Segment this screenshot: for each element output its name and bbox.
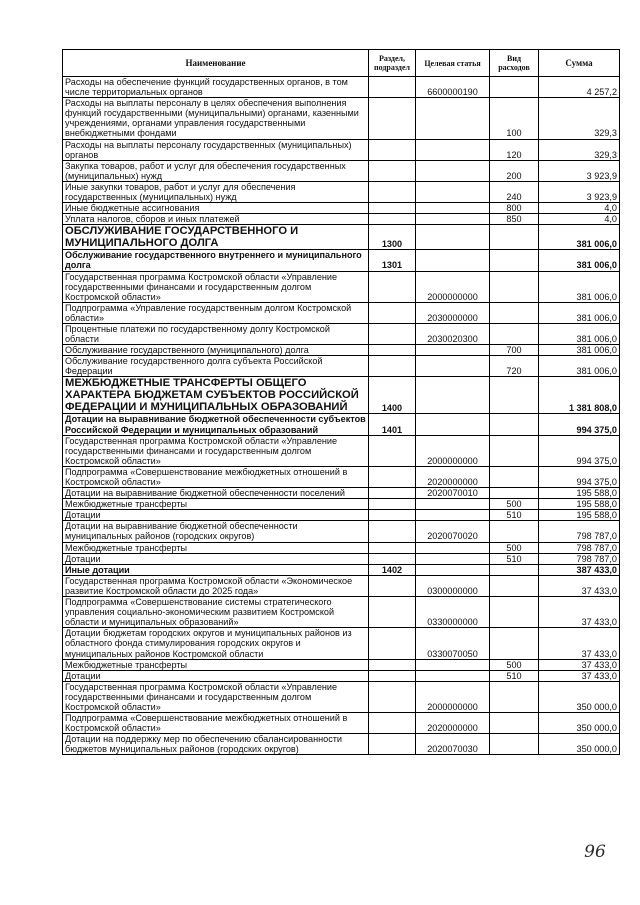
row-type: 120 bbox=[490, 139, 539, 160]
row-target bbox=[416, 356, 490, 377]
header-name: Наименование bbox=[63, 50, 369, 77]
table-row bbox=[63, 734, 620, 755]
row-type bbox=[490, 628, 539, 659]
row-name: Иные закупки товаров, работ и услуг для обеспечения государственных (муниципальных) нужд bbox=[63, 181, 369, 202]
row-section bbox=[369, 435, 416, 466]
row-type bbox=[490, 564, 539, 575]
row-target: 2020000000 bbox=[416, 466, 490, 487]
table-row bbox=[63, 521, 620, 542]
budget-table bbox=[62, 49, 620, 755]
row-sum: 3 923,9 bbox=[539, 160, 620, 181]
row-sum: 195 588,0 bbox=[539, 488, 620, 499]
row-type bbox=[490, 597, 539, 628]
row-name: Подпрограмма «Управление государственным долгом Костромской области» bbox=[63, 302, 369, 323]
row-sum: 381 006,0 bbox=[539, 250, 620, 271]
row-section: 1402 bbox=[369, 564, 416, 575]
row-section bbox=[369, 302, 416, 323]
table-row bbox=[63, 575, 620, 596]
row-sum: 329,3 bbox=[539, 98, 620, 139]
row-type bbox=[490, 414, 539, 435]
table-row bbox=[63, 98, 620, 139]
row-target: 0330070050 bbox=[416, 628, 490, 659]
row-sum: 798 787,0 bbox=[539, 521, 620, 542]
row-target: 2030000000 bbox=[416, 302, 490, 323]
row-target bbox=[416, 542, 490, 553]
row-section bbox=[369, 98, 416, 139]
row-section bbox=[369, 670, 416, 681]
row-target bbox=[416, 160, 490, 181]
row-target: 2020070030 bbox=[416, 734, 490, 755]
table-row bbox=[63, 250, 620, 271]
row-name: Расходы на выплаты персоналу в целях обеспечения выполнения функций государственными (муниципальными) органами, казенными учреждениями, органами управления государственными внебюджетными фондами bbox=[63, 98, 369, 139]
row-target bbox=[416, 203, 490, 214]
row-sum: 37 433,0 bbox=[539, 597, 620, 628]
row-section bbox=[369, 345, 416, 356]
row-type: 720 bbox=[490, 356, 539, 377]
row-sum: 350 000,0 bbox=[539, 681, 620, 712]
row-type: 700 bbox=[490, 345, 539, 356]
row-name: Процентные платежи по государственному долгу Костромской области bbox=[63, 323, 369, 344]
row-type bbox=[490, 77, 539, 98]
table-row bbox=[63, 670, 620, 681]
table-row bbox=[63, 203, 620, 214]
table-row bbox=[63, 77, 620, 98]
row-section bbox=[369, 659, 416, 670]
row-type bbox=[490, 302, 539, 323]
row-sum: 37 433,0 bbox=[539, 575, 620, 596]
row-target bbox=[416, 139, 490, 160]
row-sum: 329,3 bbox=[539, 139, 620, 160]
row-name: Дотации на выравнивание бюджетной обеспеченности субъектов Российской Федерации и муниципальных образований bbox=[63, 414, 369, 435]
table-row bbox=[63, 214, 620, 225]
row-type: 850 bbox=[490, 214, 539, 225]
row-section: 1401 bbox=[369, 414, 416, 435]
row-target bbox=[416, 499, 490, 510]
header-type: Вид расходов bbox=[490, 50, 539, 77]
row-section bbox=[369, 356, 416, 377]
table-row bbox=[63, 564, 620, 575]
table-row bbox=[63, 271, 620, 302]
table-row bbox=[63, 597, 620, 628]
row-section bbox=[369, 734, 416, 755]
row-name: Расходы на обеспечение функций государственных органов, в том числе территориальных органов bbox=[63, 77, 369, 98]
row-sum: 381 006,0 bbox=[539, 302, 620, 323]
row-target bbox=[416, 670, 490, 681]
row-name: Государственная программа Костромской области «Управление государственными финансами и государственным долгом Костромской области» bbox=[63, 681, 369, 712]
row-type bbox=[490, 377, 539, 414]
row-target: 2000000000 bbox=[416, 681, 490, 712]
row-section: 1301 bbox=[369, 250, 416, 271]
row-type: 510 bbox=[490, 510, 539, 521]
row-target: 0330000000 bbox=[416, 597, 490, 628]
row-sum: 381 006,0 bbox=[539, 271, 620, 302]
row-section bbox=[369, 488, 416, 499]
row-name: Межбюджетные трансферты bbox=[63, 542, 369, 553]
row-section bbox=[369, 214, 416, 225]
table-row bbox=[63, 160, 620, 181]
row-sum: 798 787,0 bbox=[539, 542, 620, 553]
row-target: 2020070020 bbox=[416, 521, 490, 542]
row-name: Закупка товаров, работ и услуг для обеспечения государственных (муниципальных) нужд bbox=[63, 160, 369, 181]
header-target: Целевая статья bbox=[416, 50, 490, 77]
table-row bbox=[63, 488, 620, 499]
table-row bbox=[63, 345, 620, 356]
row-section bbox=[369, 575, 416, 596]
row-sum: 4,0 bbox=[539, 214, 620, 225]
row-name: Дотации bbox=[63, 670, 369, 681]
row-target bbox=[416, 214, 490, 225]
row-section bbox=[369, 542, 416, 553]
row-name: Дотации на поддержку мер по обеспечению сбалансированности бюджетов муниципальных районов (городских округов) bbox=[63, 734, 369, 755]
row-name: Дотации на выравнивание бюджетной обеспеченности муниципальных районов (городских округов) bbox=[63, 521, 369, 542]
row-type bbox=[490, 323, 539, 344]
row-name: Межбюджетные трансферты bbox=[63, 659, 369, 670]
table-body bbox=[63, 77, 620, 755]
row-section bbox=[369, 521, 416, 542]
row-type bbox=[490, 734, 539, 755]
row-sum: 37 433,0 bbox=[539, 659, 620, 670]
row-type bbox=[490, 435, 539, 466]
row-name: Межбюджетные трансферты bbox=[63, 499, 369, 510]
table-row bbox=[63, 499, 620, 510]
row-section bbox=[369, 713, 416, 734]
row-type: 500 bbox=[490, 659, 539, 670]
row-target bbox=[416, 250, 490, 271]
table-row bbox=[63, 323, 620, 344]
row-target bbox=[416, 181, 490, 202]
row-target bbox=[416, 414, 490, 435]
row-name: МЕЖБЮДЖЕТНЫЕ ТРАНСФЕРТЫ ОБЩЕГО ХАРАКТЕРА БЮДЖЕТАМ СУБЪЕКТОВ РОССИЙСКОЙ ФЕДЕРАЦИИ И МУНИЦИПАЛЬНЫХ ОБРАЗОВАНИЙ bbox=[63, 377, 369, 414]
row-sum: 195 588,0 bbox=[539, 499, 620, 510]
row-target: 6600000190 bbox=[416, 77, 490, 98]
table-row bbox=[63, 435, 620, 466]
row-type bbox=[490, 521, 539, 542]
row-type: 100 bbox=[490, 98, 539, 139]
row-sum: 381 006,0 bbox=[539, 356, 620, 377]
row-type bbox=[490, 466, 539, 487]
row-section: 1400 bbox=[369, 377, 416, 414]
header-section: Раздел, подраздел bbox=[369, 50, 416, 77]
row-sum: 387 433,0 bbox=[539, 564, 620, 575]
row-sum: 381 006,0 bbox=[539, 225, 620, 250]
row-type bbox=[490, 225, 539, 250]
row-name: Обслуживание государственного долга субъекта Российской Федерации bbox=[63, 356, 369, 377]
row-target bbox=[416, 345, 490, 356]
row-sum: 381 006,0 bbox=[539, 323, 620, 344]
row-sum: 4,0 bbox=[539, 203, 620, 214]
row-type bbox=[490, 488, 539, 499]
row-target bbox=[416, 553, 490, 564]
row-name: Подпрограмма «Совершенствование системы стратегического управления социально-экономическим развитием Костромской области и муниципальных образований» bbox=[63, 597, 369, 628]
table-row bbox=[63, 510, 620, 521]
row-section bbox=[369, 139, 416, 160]
table-row bbox=[63, 377, 620, 414]
table-row bbox=[63, 628, 620, 659]
row-name: Дотации bbox=[63, 553, 369, 564]
row-target bbox=[416, 564, 490, 575]
row-section bbox=[369, 203, 416, 214]
row-sum: 350 000,0 bbox=[539, 713, 620, 734]
table-row bbox=[63, 356, 620, 377]
row-sum: 381 006,0 bbox=[539, 345, 620, 356]
row-name: Расходы на выплаты персоналу государственных (муниципальных) органов bbox=[63, 139, 369, 160]
row-type bbox=[490, 713, 539, 734]
row-sum: 994 375,0 bbox=[539, 466, 620, 487]
table-row bbox=[63, 225, 620, 250]
row-section bbox=[369, 597, 416, 628]
row-name: Обслуживание государственного внутреннего и муниципального долга bbox=[63, 250, 369, 271]
row-sum: 994 375,0 bbox=[539, 414, 620, 435]
row-section: 1300 bbox=[369, 225, 416, 250]
row-sum: 3 923,9 bbox=[539, 181, 620, 202]
row-type: 800 bbox=[490, 203, 539, 214]
row-name: Подпрограмма «Совершенствование межбюджетных отношений в Костромской области» bbox=[63, 466, 369, 487]
row-type bbox=[490, 250, 539, 271]
row-section bbox=[369, 181, 416, 202]
row-name: Государственная программа Костромской области «Экономическое развитие Костромской области до 2025 года» bbox=[63, 575, 369, 596]
row-target: 2020070010 bbox=[416, 488, 490, 499]
row-section bbox=[369, 510, 416, 521]
row-type: 500 bbox=[490, 542, 539, 553]
row-sum: 37 433,0 bbox=[539, 670, 620, 681]
table-row bbox=[63, 302, 620, 323]
row-type bbox=[490, 575, 539, 596]
row-sum: 4 257,2 bbox=[539, 77, 620, 98]
table-row bbox=[63, 414, 620, 435]
row-section bbox=[369, 323, 416, 344]
row-section bbox=[369, 681, 416, 712]
row-section bbox=[369, 271, 416, 302]
table-row bbox=[63, 139, 620, 160]
row-type: 500 bbox=[490, 499, 539, 510]
table-row bbox=[63, 713, 620, 734]
row-type: 510 bbox=[490, 553, 539, 564]
row-name: Иные дотации bbox=[63, 564, 369, 575]
row-type: 200 bbox=[490, 160, 539, 181]
row-name: Уплата налогов, сборов и иных платежей bbox=[63, 214, 369, 225]
row-name: Иные бюджетные ассигнования bbox=[63, 203, 369, 214]
row-name: Дотации бюджетам городских округов и муниципальных районов из областного фонда стимулирования городских округов и муниципальных районов Костромской области bbox=[63, 628, 369, 659]
row-target: 2000000000 bbox=[416, 271, 490, 302]
row-target: 2000000000 bbox=[416, 435, 490, 466]
row-section bbox=[369, 160, 416, 181]
row-section bbox=[369, 499, 416, 510]
table-row bbox=[63, 181, 620, 202]
row-name: Дотации на выравнивание бюджетной обеспеченности поселений bbox=[63, 488, 369, 499]
row-target bbox=[416, 377, 490, 414]
budget-table-sheet bbox=[62, 49, 619, 755]
row-sum: 798 787,0 bbox=[539, 553, 620, 564]
row-target bbox=[416, 659, 490, 670]
table-row bbox=[63, 553, 620, 564]
row-target bbox=[416, 510, 490, 521]
row-type: 240 bbox=[490, 181, 539, 202]
row-section bbox=[369, 466, 416, 487]
row-target: 0300000000 bbox=[416, 575, 490, 596]
row-sum: 350 000,0 bbox=[539, 734, 620, 755]
row-target bbox=[416, 98, 490, 139]
row-name: Подпрограмма «Совершенствование межбюджетных отношений в Костромской области» bbox=[63, 713, 369, 734]
page-number: 96 bbox=[584, 842, 606, 862]
row-target: 2030020300 bbox=[416, 323, 490, 344]
row-sum: 195 588,0 bbox=[539, 510, 620, 521]
row-section bbox=[369, 553, 416, 564]
row-target: 2020000000 bbox=[416, 713, 490, 734]
table-row bbox=[63, 681, 620, 712]
row-name: Государственная программа Костромской области «Управление государственными финансами и государственным долгом Костромской области» bbox=[63, 271, 369, 302]
row-section bbox=[369, 77, 416, 98]
row-name: Обслуживание государственного (муниципального) долга bbox=[63, 345, 369, 356]
row-sum: 1 381 808,0 bbox=[539, 377, 620, 414]
table-row bbox=[63, 659, 620, 670]
row-name: Государственная программа Костромской области «Управление государственными финансами и государственным долгом Костромской области» bbox=[63, 435, 369, 466]
row-type: 510 bbox=[490, 670, 539, 681]
row-type bbox=[490, 271, 539, 302]
table-row bbox=[63, 466, 620, 487]
row-name: Дотации bbox=[63, 510, 369, 521]
row-sum: 37 433,0 bbox=[539, 628, 620, 659]
row-section bbox=[369, 628, 416, 659]
header-sum: Сумма bbox=[539, 50, 620, 77]
row-name: ОБСЛУЖИВАНИЕ ГОСУДАРСТВЕННОГО И МУНИЦИПАЛЬНОГО ДОЛГА bbox=[63, 225, 369, 250]
table-header-row bbox=[63, 50, 620, 77]
table-row bbox=[63, 542, 620, 553]
row-type bbox=[490, 681, 539, 712]
row-target bbox=[416, 225, 490, 250]
row-sum: 994 375,0 bbox=[539, 435, 620, 466]
